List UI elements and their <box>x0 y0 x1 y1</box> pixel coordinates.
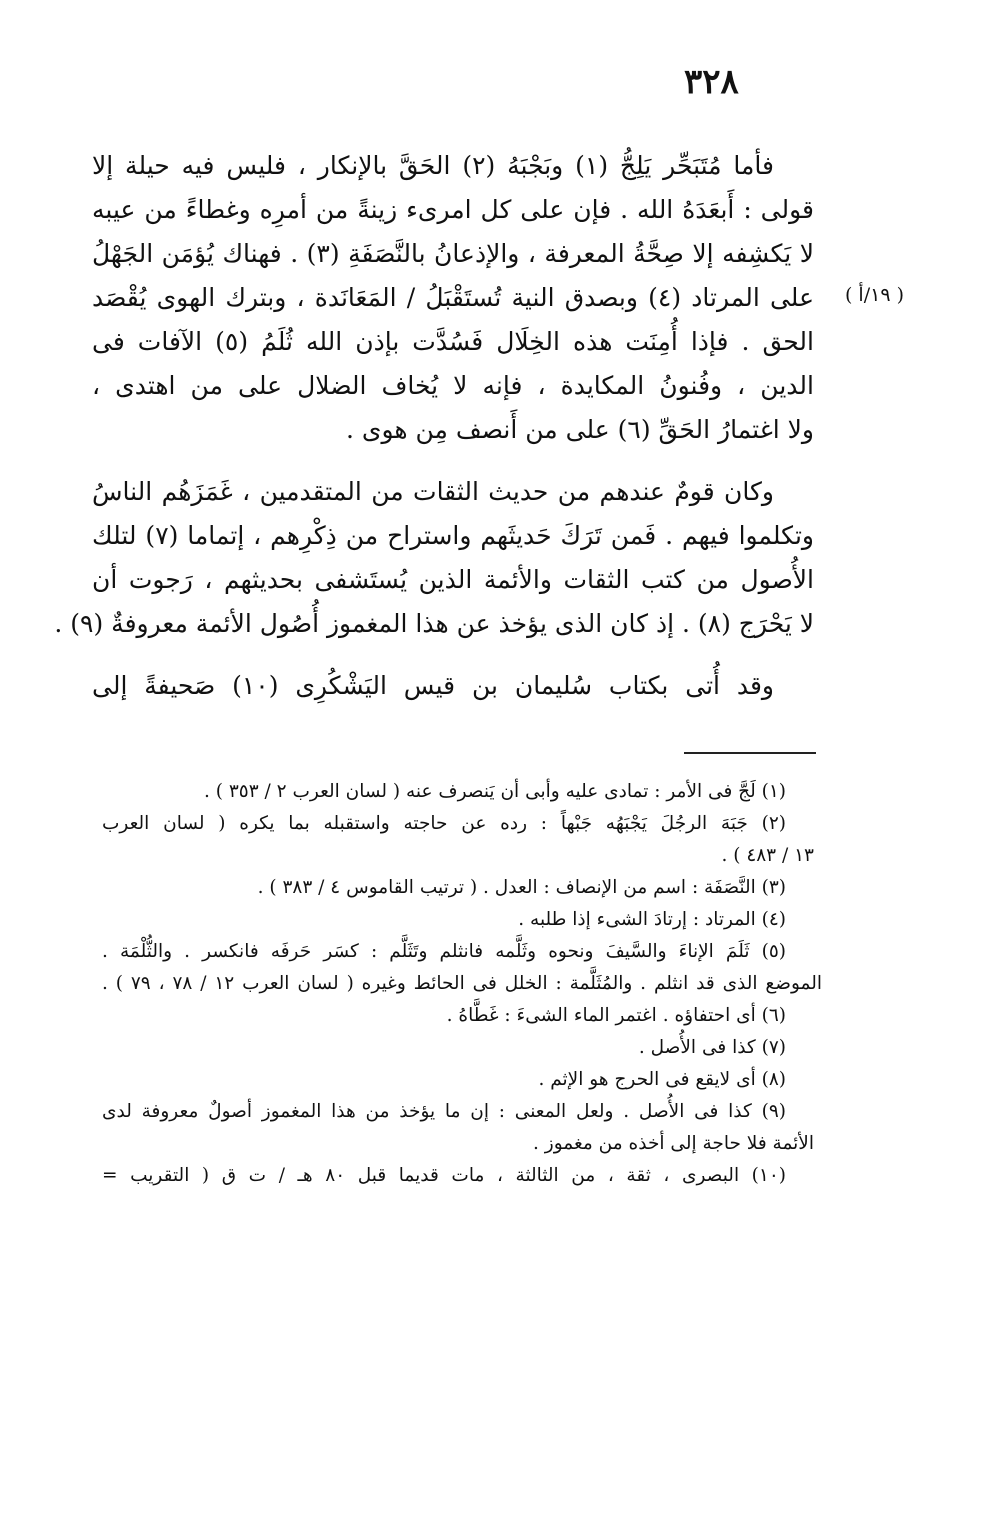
main-text <box>54 144 814 726</box>
footnote-line: (٢) جَبَهَ الرجُلَ يَجْبَهُه جَبْهاً : رده عن حاجته واستقبله بما يكره ( لسان العرب <box>102 813 786 834</box>
page-number: ٣٢٨ <box>684 62 739 102</box>
paragraph-3 <box>92 664 814 708</box>
footnote-line: (٦) أى احتفاؤه . اغتمر الماء الشىءَ : غَطَّاهُ . <box>446 1005 786 1026</box>
footnote-line: (٨) أى لايقع فى الحرج هو الإثم . <box>538 1069 786 1090</box>
margin-folio-note: ( ١٩/أ ) <box>844 284 904 306</box>
text-line: وقد أُتى بكتاب سُليمان بن قيس اليَشْكُرِى (١٠) صَحيفةً إلى <box>92 671 774 700</box>
text-line: لا يَكشِفه إلا صِحَّةُ المعرفة ، والإذعانُ بالنَّصَفَةِ (٣) . فهناك يُؤمَن الجَهْلُ <box>92 239 814 268</box>
text-line: فأما مُتَبَحِّر يَلِجُّ (١) وبَجْبَهُ (٢) الحَقَّ بالإنكار ، فليس فيه حيلة إلا <box>92 151 774 180</box>
footnote-line: (٧) كذا فى الأُصل . <box>638 1037 786 1058</box>
text-line: لا يَحْرَج (٨) . إذ كان الذى يؤخذ عن هذا المغموز أُصُول الأئمة معروفةٌ (٩) . <box>54 609 814 638</box>
footnote-line: (٩) كذا فى الأُصل . ولعل المعنى : إن ما يؤخذ من هذا المغموز أصولٌ معروفة لدى <box>102 1101 786 1122</box>
footnote-line: ١٣ / ٤٨٣ ) . <box>721 845 814 866</box>
text-line: الحق . فإذا أُمِنَت هذه الخِلَال فَسُدَّت بإذن الله ثُلَمُ (٥) الآفات فى <box>92 327 814 356</box>
paragraph-1 <box>92 144 814 452</box>
footnote-line: الموضع الذى قد انثلم . والمُثَلَّمة : الخلل فى الحائط وغيره ( لسان العرب ١٢ / ٧٨ ، ٧٩ ) . <box>102 973 823 994</box>
footnote-line: (٣) النَّصَفَة : اسم من الإنصاف : العدل . ( ترتيب القاموس ٤ / ٣٨٣ ) . <box>257 877 786 898</box>
text-line: وتكلموا فيهم . فَمن تَرَكَ حَديثَهم واستراح من ذِكْرِهم ، إتماما (٧) لتلك <box>92 521 814 550</box>
text-line: ولا اغتمارُ الحَقِّ (٦) على من أَنصف مِن هوى . <box>345 415 814 444</box>
footnote-line: (١٠) البصرى ، ثقة ، من الثالثة ، مات قديما قبل ٨٠ هـ / ت ق ( التقريب = <box>102 1165 786 1186</box>
footnote-line: (٥) ثَلَمَ الإناءَ والسَّيفَ ونحوه وثَلَّمه فانثلم وتَثَلَّم : كسَر حَرفَه فانكسر . والثُّلْمَة . <box>102 941 786 962</box>
text-line: قولى : أَبعَدَهُ الله . فإن على كل امرىء زينةً من أمرِه وغطاءً من عيبه <box>92 195 814 224</box>
footnote-line: (٤) المرتاد : إرتادَ الشىء إذا طلبه . <box>518 909 786 930</box>
text-line: الدين ، وفُنونُ المكايدة ، فإنه لا يُخاف الضلال على من اهتدى ، <box>92 371 814 400</box>
text-line: وكان قومٌ عندهم من حديث الثقات من المتقدمين ، غَمَزَهُم الناسُ <box>92 477 774 506</box>
footnote-line: (١) لَجَّ فى الأمر : تمادى عليه وأبى أن يَنصرف عنه ( لسان العرب ٢ / ٣٥٣ ) . <box>203 781 786 802</box>
text-line: على المرتاد (٤) وبصدق النية تُستَقْبَلُ / المَعَانَدة ، وبترك الهوى يُقْصَد <box>92 283 814 312</box>
footnote-line: الأئمة فلا حاجة إلى أخذه من مغموز . <box>533 1133 814 1154</box>
footnotes <box>102 776 823 1192</box>
footnote-separator <box>684 752 816 754</box>
paragraph-2 <box>54 470 814 646</box>
text-line: الأُصول من كتب الثقات والأئمة الذين يُستَشفى بحديثهم ، رَجوت أن <box>92 565 814 594</box>
